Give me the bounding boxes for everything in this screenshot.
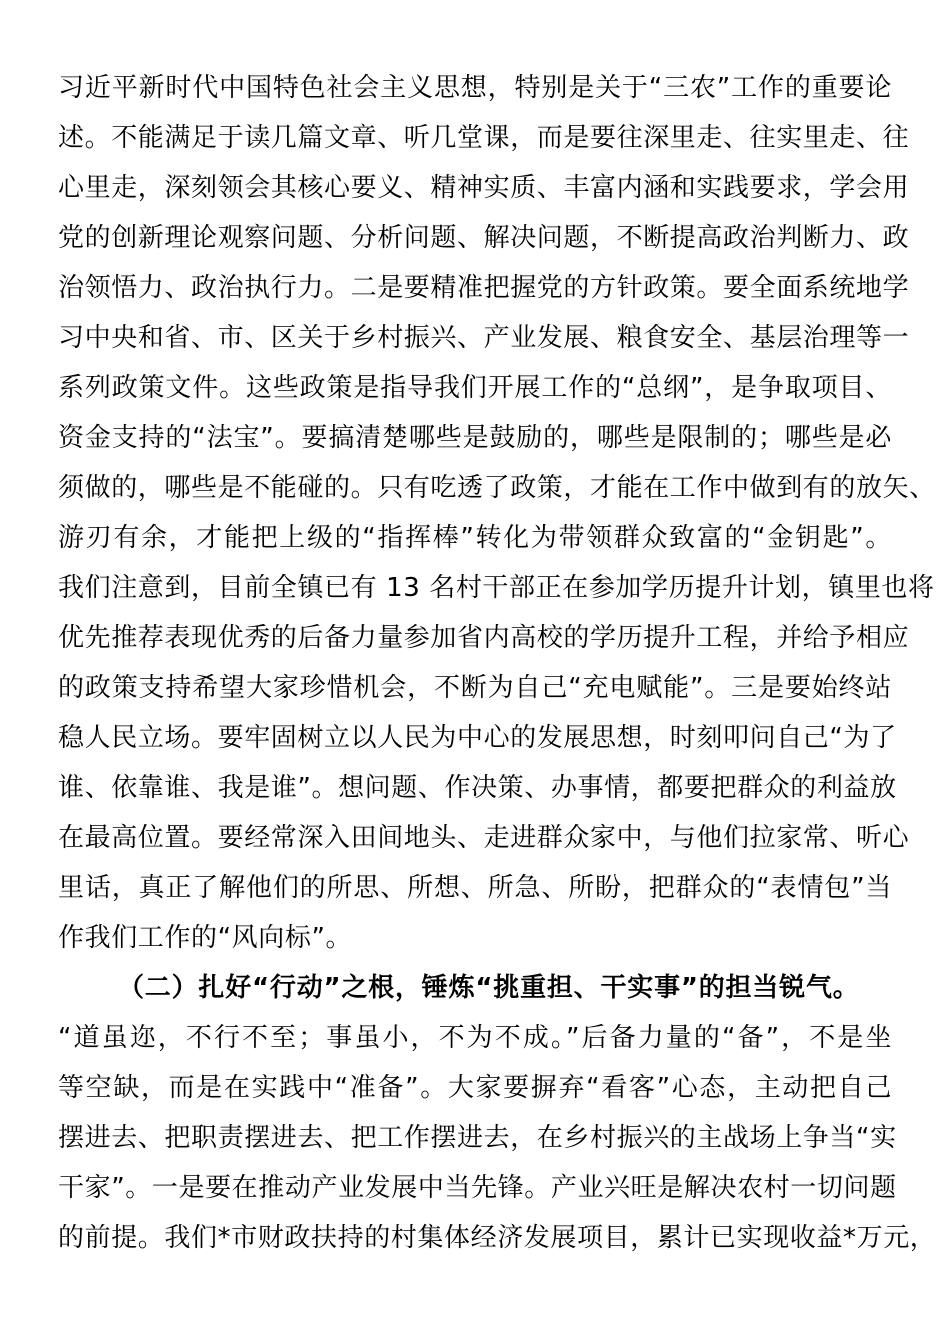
paragraph-line-9: 须做的，哪些是不能碰的。只有吃透了政策，才能在工作中做到有的放矢、: [58, 473, 936, 503]
paragraph2-line-5: 的前提。我们*市财政扶持的村集体经济发展项目，累计已实现收益*万元，: [58, 1223, 937, 1253]
paragraph-line-8: 资金支持的“法宝”。要搞清楚哪些是鼓励的，哪些是限制的；哪些是必: [58, 423, 892, 453]
paragraph-line-2: 述。不能满足于读几篇文章、听几堂课，而是要往深里走、往实里走、往: [58, 123, 910, 153]
paragraph-line-1: 习近平新时代中国特色社会主义思想，特别是关于“三农”工作的重要论: [58, 73, 892, 103]
paragraph-line-18: 作我们工作的“风向标”。: [58, 923, 353, 953]
paragraph-line-13: 的政策支持希望大家珍惜机会，不断为自己“充电赋能”。三是要始终站: [58, 673, 892, 703]
paragraph2-line-4: 干家”。一是要在推动产业发展中当先锋。产业兴旺是解决农村一切问题: [58, 1173, 897, 1203]
section-heading: （二）扎好“行动”之根，锤炼“挑重担、干实事”的担当锐气。: [118, 973, 860, 1003]
paragraph-line-16: 在最高位置。要经常深入田间地头、走进群众家中，与他们拉家常、听心: [58, 823, 910, 853]
paragraph-line-5: 治领悟力、政治执行力。二是要精准把握党的方针政策。要全面系统地学: [58, 273, 910, 303]
paragraph-line-7: 系列政策文件。这些政策是指导我们开展工作的“总纲”，是争取项目、: [58, 373, 892, 403]
paragraph2-line-3: 摆进去、把职责摆进去、把工作摆进去，在乡村振兴的主战场上争当“实: [58, 1123, 897, 1153]
paragraph-line-4: 党的创新理论观察问题、分析问题、解决问题，不断提高政治判断力、政: [58, 223, 910, 253]
paragraph-line-15: 谁、依靠谁、我是谁”。想问题、作决策、办事情，都要把群众的利益放: [58, 773, 897, 803]
paragraph2-line-1: “道虽迩，不行不至；事虽小，不为不成。”后备力量的“备”，不是坐: [58, 1023, 892, 1053]
paragraph2-line-2: 等空缺，而是在实践中“准备”。大家要摒弃“看客”心态，主动把自己: [58, 1073, 892, 1103]
paragraph-line-10: 游刃有余，才能把上级的“指挥棒”转化为带领群众致富的“金钥匙”。: [58, 523, 892, 553]
paragraph-line-12: 优先推荐表现优秀的后备力量参加省内高校的学历提升工程，并给予相应: [58, 623, 910, 653]
paragraph-line-11: 我们注意到，目前全镇已有 13 名村干部正在参加学历提升计划，镇里也将: [58, 573, 935, 603]
paragraph-line-3: 心里走，深刻领会其核心要义、精神实质、丰富内涵和实践要求，学会用: [58, 173, 910, 203]
paragraph-line-17: 里话，真正了解他们的所思、所想、所急、所盼，把群众的“表情包”当: [58, 873, 892, 903]
paragraph-line-14: 稳人民立场。要牢固树立以人民为中心的发展思想，时刻叩问自己“为了: [58, 723, 897, 753]
paragraph-line-6: 习中央和省、市、区关于乡村振兴、产业发展、粮食安全、基层治理等一: [58, 323, 910, 353]
